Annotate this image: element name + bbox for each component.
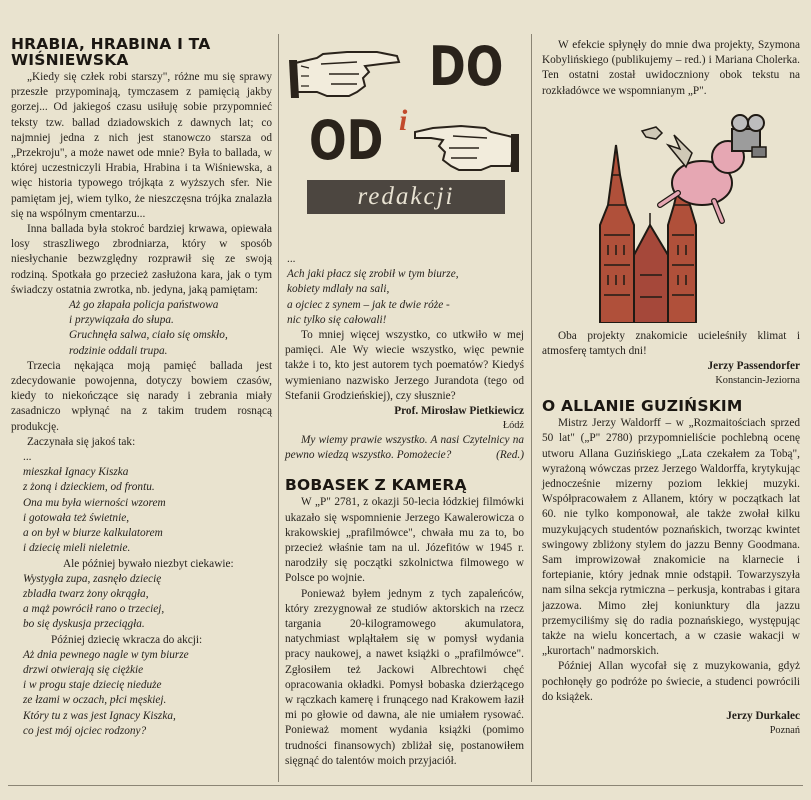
- verse-line: co jest mój ojciec rodzony?: [23, 724, 147, 737]
- verse-block: [11, 572, 272, 633]
- editor-reply: [285, 433, 524, 463]
- left-column: [11, 36, 272, 739]
- verse-line: Ona mu była wierności wzorem: [23, 496, 166, 509]
- pointing-hand-right-illustration: [411, 116, 521, 176]
- paragraph: Oba projekty znakomicie ucieleśniły klimat i atmosferę tamtych dni!: [542, 329, 800, 358]
- column-rule-right: [531, 34, 532, 782]
- paragraph: Inna ballada była stokroć bardziej krwawa, opiewała losy straszliwego zbrodniarza, który w sposób niesłychanie bezwzględny rozprawił się ze swoją rodziną. Spotkała go przecież zasłużona kara, jak o tym świadczy ostatnia zwrotka, nb. jedyna, jaką pamiętam:: [11, 223, 272, 296]
- verse-line: z żoną i dzieckiem, od frontu.: [23, 481, 155, 494]
- paragraph: „Kiedy się człek robi starszy", różne mu się sprawy przeszłe przypominają, tymczasem z pamięcią jakby gorzej... Od jakiegoś czasu usiłuję sobie przypomnieć teksty tzw. ballad dziadowskich z dawnych lat; co najmniej jedna z nich jest stanowczo starsza od „Przekroju", a może nawet ode mnie? Była to ballada, w której uczestniczyli Hrabia, Hrabina i ta Wiśniewska, a więc historia typowego trójkąta z wyższych sfer. Nie pamiętam jej, wiem tylko, że nieszczęsna trójka znalazła się na wspólnym cmentarzu...: [11, 71, 272, 220]
- verse-line: ze łzami w oczach, płci męskiej.: [23, 694, 167, 707]
- bottom-rule: [8, 785, 803, 786]
- baby-with-camera-over-krakow-illustration: [582, 105, 772, 323]
- editor-reply-text: My wiemy prawie wszystko. A nasi Czytelnicy na pewno wiedzą wszystko. Pomożecie?: [285, 434, 524, 462]
- verse-block: [11, 648, 272, 739]
- paragraph: Mistrz Jerzy Waldorff – w „Rozmaitościach sprzed 50 lat" („P" 2780) przypomnieliście pochlebną ocenę utworu Allana Guzińskiego „Lata czekałem za Tobą", wyrażoną wówczas przez Jerzego Waldorffa, krytykując jednocześnie mizerny poziom lekkiej muzyki. Współpracowałem z Allanem, który w początkach lat 60. nie tylko komponował, ale także zwołał kilku muzykujących studentów poznańskich, tworząc kwintet swingowy zbliżony stylem do jazzu Benny Goodmana. Sam improwizował znakomicie na klarnecie i fortepianie, który jednak mnie odstąpił. Towarzyszyła nam silna sekcja rytmiczna – perkusja, kontrabas i gitara jazzowa. Mimo złej koniunktury dla jazzu przemyciliśmy się do radia poznańskiego, występując także na wielu koncertach, a w czasie wakacji w „kurortach" nadmorskich.: [542, 417, 800, 658]
- verse-line: rodzinie oddali trupa.: [69, 344, 168, 357]
- paragraph: W efekcie spłynęły do mnie dwa projekty, Szymona Kobylińskiego (publikujemy – red.) i Mariana Cholerka. Ten ostatni został uwidoczniony obok tekstu na rozkładówce we wspomnianym „P".: [542, 39, 800, 97]
- verse-line: i przywiązała do słupa.: [69, 314, 174, 327]
- verse-line: kobiety mdlały na sali,: [287, 283, 390, 296]
- editor-reply-tag: (Red.): [496, 449, 524, 462]
- verse-line: Aż go złapała policja państwowa: [69, 299, 219, 312]
- verse-line: Wystygła zupa, zasnęło dziecię: [23, 572, 162, 585]
- author-signature: Jerzy Durkalec: [726, 710, 800, 723]
- verse-block: [285, 252, 524, 328]
- verse-block: [11, 450, 272, 556]
- verse-line: bo się dyskusja przeciągła.: [23, 618, 145, 631]
- column-rule-left: [278, 34, 279, 782]
- masthead-do: DO: [429, 35, 504, 98]
- verse-line: i dziecię mieli nieletnie.: [23, 542, 131, 555]
- verse-line: nic tylko się całowali!: [287, 313, 387, 326]
- verse-line: i w progu staje dziecię nieduże: [23, 679, 162, 692]
- verse-block: [11, 298, 272, 359]
- verse-line: Aż dnia pewnego nagle w tym biurze: [23, 648, 189, 661]
- verse-line: i gotowała też świetnie,: [23, 511, 130, 524]
- paragraph: W „P" 2781, z okazji 50-lecia łódzkiej filmówki ukazało się wspomnienie Jerzego Kawalerowicza o krakowskiej „prafilmówce", chwała mu za to, bo przecież właśnie tam na ul. Józefitów w 1945 r. narodziły się początki szkolnictwa filmowego w Polsce po wojnie.: [285, 496, 524, 585]
- verse-line: Ach jaki płacz się zrobił w tym biurze,: [287, 268, 459, 281]
- verse-line: ...: [23, 451, 32, 464]
- author-location: Poznań: [769, 725, 800, 737]
- verse-line: drzwi otwierają się ciężkie: [23, 663, 144, 676]
- section-masthead: [287, 35, 525, 222]
- pointing-hand-left-illustration: [287, 46, 407, 108]
- masthead-redakcji-banner: redakcji: [307, 180, 505, 214]
- article-title-allan: O ALLANIE GUZIŃSKIM: [542, 397, 743, 416]
- middle-column: [285, 252, 524, 769]
- masthead-od: OD: [309, 109, 384, 172]
- article-title-hrabia-line2: WIŚNIEWSKA: [11, 51, 129, 69]
- verse-line: a mąż powrócił rano o trzeciej,: [23, 603, 165, 616]
- right-column: [542, 38, 800, 738]
- verse-line: Gruchnęła salwa, ciało się omskło,: [69, 329, 228, 342]
- paragraph: Trzecia nękająca moją pamięć ballada jest zdecydowanie powojenna, dotyczy bowiem czasów, kiedy to niekończące się narady i zebrania miały zasadniczo wpłynąć na z takim trudem rosnącą produkcję.: [11, 359, 272, 433]
- paragraph: Ponieważ byłem jednym z tych zapaleńców, który zrezygnował ze studiów aktorskich na rzecz targania 20-kilogramowego akumulatora, natychmiast wpląłtałem się w pomysł wydania pracy naukowej, a nawet książki o „prafilmówce". Zgłosiłem też Jackowi Albrechtowi chęć opracowania okładki. Pomysł bobaska dzierżącego w rączkach kamerę i frunącego nad Krakowem łaził mi po głowie od dawna, ale nie umiałem rysować. Ponieważ moment wydania książki (pomimo trudności finansowych) zbliżał się, postanowiłem sięgnąć do talentów moich przyjaciół.: [285, 587, 524, 767]
- paragraph: Później Allan wycofał się z muzykowania, gdyż pochłonęły go podróże po świecie, a studenci powrócili do książek.: [542, 660, 800, 703]
- article-title-hrabia-line1: HRABIA, HRABINA I TA: [11, 35, 211, 53]
- verse-line: Który tu z was jest Ignacy Kiszka,: [23, 709, 176, 722]
- paragraph: Później dziecię wkracza do akcji:: [51, 633, 203, 646]
- verse-line: mieszkał Ignacy Kiszka: [23, 466, 129, 479]
- verse-line: ...: [287, 253, 296, 265]
- author-signature: Jerzy Passendorfer: [707, 360, 800, 373]
- paragraph: Ale później bywało niezbyt ciekawie:: [63, 557, 234, 570]
- masthead-i: i: [399, 104, 408, 137]
- paragraph: Zaczynała się jakoś tak:: [27, 435, 136, 448]
- author-location: Konstancin-Jeziorna: [715, 375, 800, 387]
- verse-line: a on był w biurze kalkulatorem: [23, 527, 163, 540]
- author-location: Łódź: [502, 420, 524, 432]
- verse-line: zbladła twarz żony okrągła,: [23, 587, 149, 600]
- article-title-bobasek: BOBASEK Z KAMERĄ: [285, 476, 467, 495]
- paragraph: To mniej więcej wszystko, co utkwiło w mej pamięci. Ale Wy wiecie wszystko, więc pewnie także i to, kto jest autorem tych poematów? Kiedyś wymieniano nazwisko Jerzego Jurandota (tego od Stefanii Grodzieńskiej), czy słusznie?: [285, 329, 524, 402]
- verse-line: a ojciec z synem – jak te dwie róże -: [287, 298, 450, 311]
- author-signature: Prof. Mirosław Pietkiewicz: [394, 405, 524, 418]
